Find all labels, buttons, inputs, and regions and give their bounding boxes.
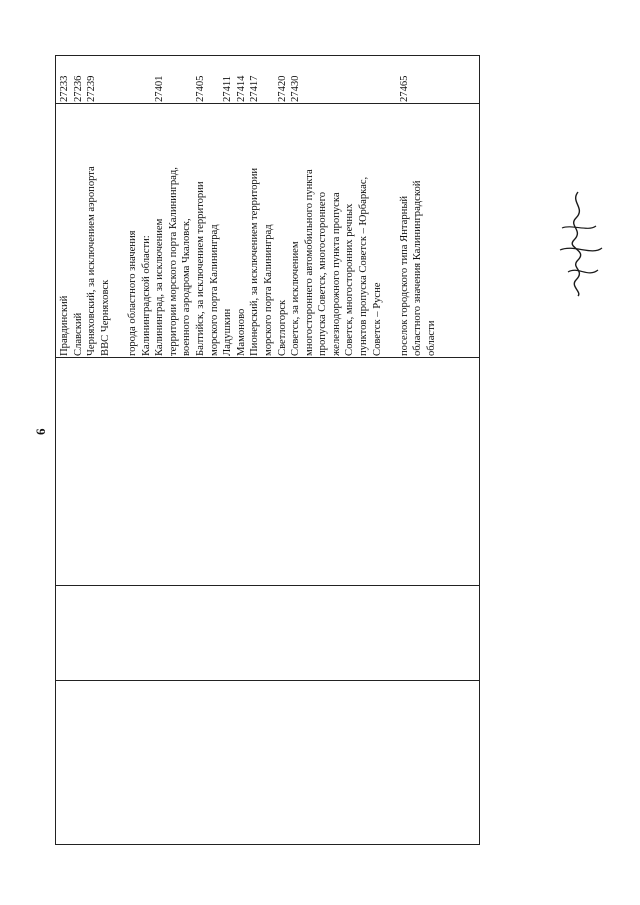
signature-stroke	[568, 270, 598, 273]
signature-stroke	[562, 226, 596, 228]
signature-stroke	[572, 192, 580, 296]
signature-stroke	[560, 248, 602, 251]
column-divider	[56, 103, 479, 104]
rotated-table	[55, 55, 480, 845]
page-number: 6	[33, 428, 48, 435]
column-divider	[56, 680, 479, 681]
column-divider	[56, 357, 479, 358]
region-list: Правдинский Славский Черняховский, за исключением аэропорта ВВС Черняховск города областного значения Калининградской области: Калининград, за исключением территории морского порта Калининград, военного аэродрома Чкаловск, Балтийск, за исключением территории морского порта Калининград Ладушкин Мамоново Пионерский, за исключением территории морского порта Калининград Светлогорск Советск, за исключением многостороннего автомобильного пункта пропуска Советск, многостороннего железнодорожного пункта пропуска Советск, многосторонних речных пунктов пропуска Советск – Юрбаркас, Советск – Русне поселок городского типа Янтарный областного значения Калининградской области	[59, 166, 438, 356]
handwritten-signature	[548, 188, 608, 298]
code-list: 27233 27236 27239 27401 27405 27411 27414 27417 27420 27430 27465	[59, 75, 410, 102]
column-divider	[56, 585, 479, 586]
